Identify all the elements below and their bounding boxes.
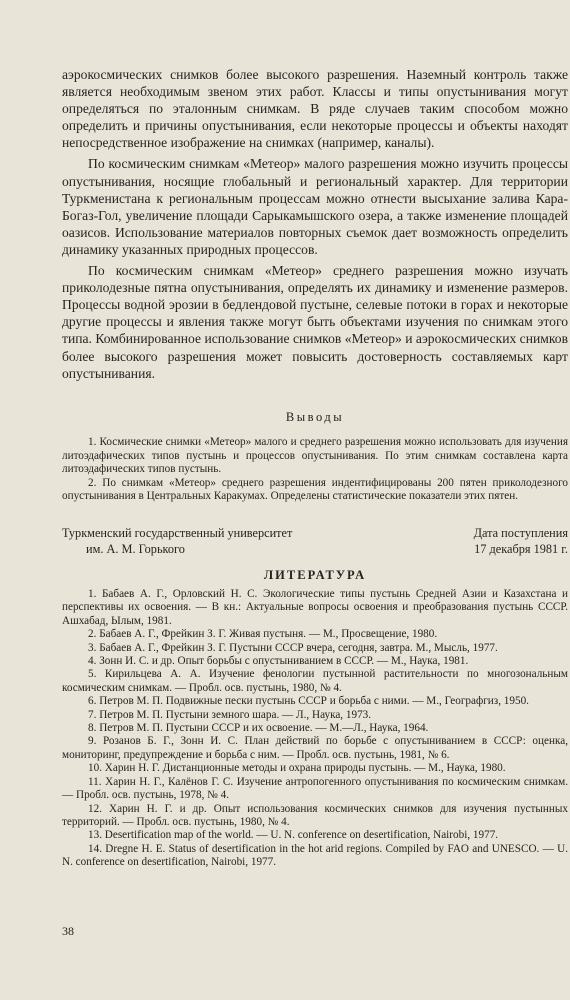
conclusions-list [62, 436, 568, 504]
affiliation-block [62, 526, 568, 557]
reference-item: 10. Харин Н. Г. Дистанционные методы и охрана природы пустынь. — М., Наука, 1980. [88, 762, 506, 775]
body-text [62, 66, 568, 386]
reference-item: 9. Розанов Б. Г., Зонн И. С. План действий по борьбе с опустыниванием в СССР: оценка, мониторинг, предупреждение и борьба с ним. — Пробл. осв. пустынь, 1981, № 6. [62, 735, 568, 761]
reference-item: 7. Петров М. П. Пустыни земного шара. — Л., Наука, 1973. [88, 708, 372, 721]
paragraph: По космическим снимкам «Метеор» среднего разрешения можно изучать приколодезные пятна опустынивания, определять их динамику и изменение размеров. Процессы водной эрозии в бедлендовой пустыне, селевые потоки в горах и некоторые другие процессы и явления также могут быть объектами изучения по снимкам этого типа. Комбинированное использование снимков «Метеор» и аэрокосмических снимков более высокого разрешения может повысить достоверность составляемых карт опустынивания. [62, 263, 568, 381]
reference-item: 1. Бабаев А. Г., Орловский Н. С. Экологические типы пустынь Средней Азии и Казахстана и перспективы их освоения. — В кн.: Актуальные вопросы освоения и преобразования пустынь СССР. Ашхабад, Ылым, 1981. [62, 588, 568, 627]
paragraph: По космическим снимкам «Метеор» малого разрешения можно изучить процессы опустынивания, носящие глобальный и региональный характер. Для территории Туркменистана к региональным процессам можно отнести высыхание залива Кара-Богаз-Гол, увеличение площади Сарыкамышского озера, а также изменение площадей оазисов. Использование материалов повторных съемок дает возможность определить динамику указанных природных процессов. [62, 156, 568, 257]
page-number: 38 [62, 924, 74, 938]
university-name: Туркменский государственный университет [62, 526, 293, 540]
conclusions-heading: Выводы [285, 410, 345, 424]
reference-item: 11. Харин Н. Г., Калёнов Г. С. Изучение антропогенного опустынивания по космическим снимкам. — Пробл. осв. пустынь, 1978, № 4. [62, 775, 568, 802]
reference-item: 14. Dregne H. E. Status of desertification in the hot arid regions. Compiled by FAO and UNESCO. — U. N. conference on desertification, Nairobi, 1977. [62, 842, 568, 869]
reference-item: 4. Зонн И. С. и др. Опыт борьбы с опустыниванием в СССР. — М., Наука, 1981. [88, 655, 469, 668]
conclusion-item: 2. По снимкам «Метеор» среднего разрешения индентифицированы 200 пятен приколодезного опустынивания в Центральных Каракумах. Определены статистические показатели этих пятен. [62, 476, 568, 503]
references-heading: ЛИТЕРАТУРА [263, 568, 367, 582]
reference-item: 6. Петров М. П. Подвижные пески пустынь СССР и борьба с ними. — М., Географгиз, 1950. [88, 695, 529, 708]
reference-item: 3. Бабаев А. Г., Фрейкин З. Г. Пустыни СССР вчера, сегодня, завтра. М., Мысль, 1977. [88, 641, 498, 654]
received-label: Дата поступления [473, 526, 568, 540]
reference-item: 5. Кирильцева А. А. Изучение фенологии пустынной растительности по многозональным космическим снимкам. — Пробл. осв. пустынь, 1980, № 4. [62, 668, 568, 694]
received-date: 17 декабря 1981 г. [474, 541, 568, 556]
references-list [62, 588, 568, 870]
reference-item: 8. Петров М. П. Пустыни СССР и их освоение. — М.—Л., Наука, 1964. [88, 722, 429, 735]
reference-item: 13. Desertification map of the world. — U. N. conference on desertification, Nairobi, 1977. [88, 829, 499, 842]
paragraph: аэрокосмических снимков более высокого разрешения. Наземный контроль также является необходимым звеном этих работ. Классы и типы опустынивания могут определяться по эталонным снимкам. В ряде случаев таким способом можно определить и причины опустынивания, если некоторые процессы и объекты находят непосредственное изображение на снимках (например, каналы). [62, 67, 568, 151]
reference-item: 12. Харин Н. Г. и др. Опыт использования космических снимков для изучения пустынных территорий. — Пробл. осв. пустынь, 1980, № 4. [62, 802, 568, 828]
university-named-after: им. А. М. Горького [86, 541, 185, 556]
conclusion-item: 1. Космические снимки «Метеор» малого и среднего разрешения можно использовать для изучения литоэдафических типов пустынь и процессов опустынивания. По этим снимкам составлена карта литоэдафических типов пустынь. [62, 436, 568, 476]
reference-item: 2. Бабаев А. Г., Фрейкин З. Г. Живая пустыня. — М., Просвещение, 1980. [88, 628, 438, 641]
